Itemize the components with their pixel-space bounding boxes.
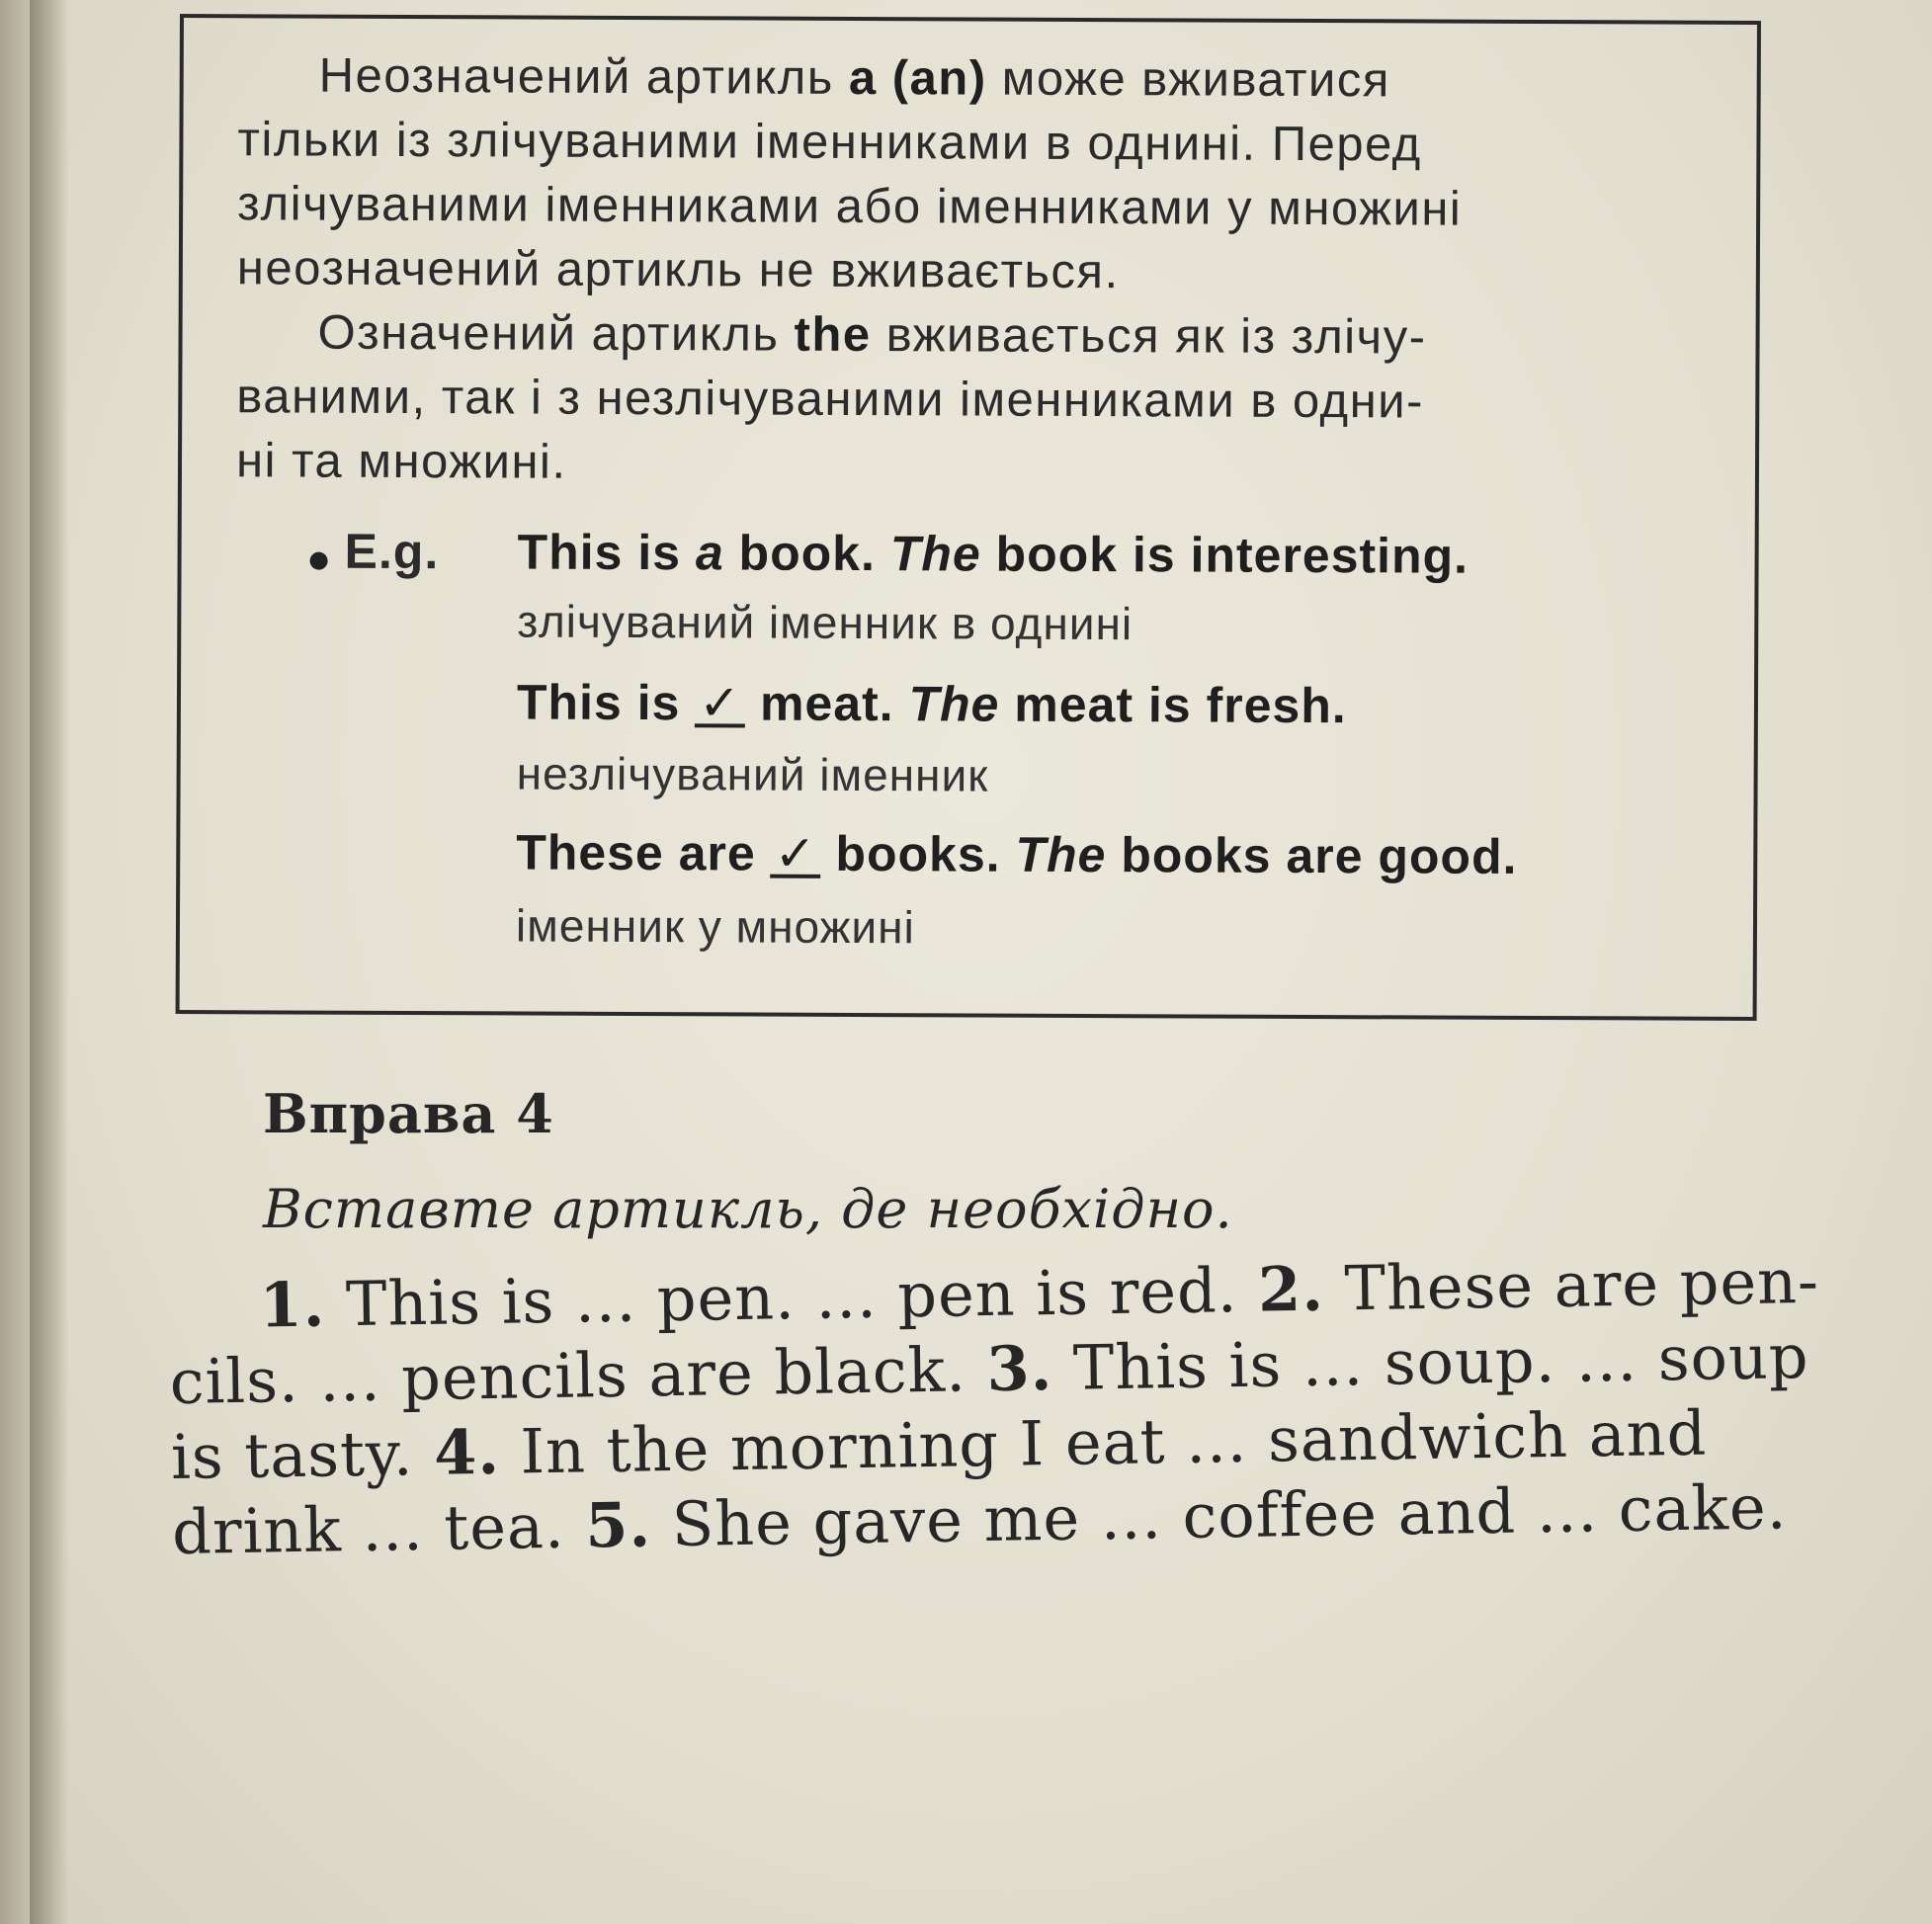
example-text: book is interesting. bbox=[980, 526, 1470, 584]
example-text: meat is fresh. bbox=[999, 676, 1347, 734]
example-text: This is bbox=[516, 674, 696, 731]
example-text: meat. bbox=[745, 675, 909, 732]
exercise-title: Вправа 4 bbox=[263, 1082, 554, 1145]
examples-block bbox=[310, 523, 1694, 954]
item-text: She gave me ... coffee and ... cake. bbox=[650, 1470, 1788, 1561]
example-text: book. bbox=[723, 525, 890, 582]
rule-text: Неозначений артикль bbox=[318, 48, 850, 105]
item-number: 1. bbox=[259, 1268, 326, 1342]
example-sentence-3 bbox=[516, 823, 1517, 884]
rule-line: тільки із злічуваними іменниками в однині. Перед bbox=[237, 113, 1422, 172]
rule-paragraph-indefinite bbox=[237, 43, 1686, 306]
zero-article-check-icon: ✓ bbox=[771, 833, 821, 878]
zero-article-check-icon: ✓ bbox=[695, 682, 745, 727]
item-number: 4. bbox=[433, 1415, 501, 1489]
example-label: E.g. bbox=[344, 523, 440, 580]
rule-line bbox=[238, 43, 1686, 114]
rule-text: вживається як із злічу- bbox=[871, 308, 1427, 365]
bullet-dot bbox=[310, 552, 328, 570]
book-page bbox=[30, 0, 1932, 1924]
item-number: 3. bbox=[985, 1331, 1053, 1405]
rule-line bbox=[236, 300, 1684, 371]
rule-line: ні та множині. bbox=[235, 434, 567, 489]
example-note-3: іменник у множині bbox=[515, 899, 915, 954]
example-note-1: злічуваний іменник в однині bbox=[517, 595, 1134, 650]
example-sentence-2 bbox=[517, 673, 1347, 734]
item-text: This is ... soup. ... soup bbox=[1051, 1319, 1810, 1404]
item-text: is tasty. bbox=[170, 1416, 435, 1493]
example-text: This is bbox=[517, 524, 697, 581]
example-sentence-1 bbox=[518, 523, 1470, 584]
grammar-rule-box bbox=[176, 14, 1761, 1021]
example-article: a bbox=[695, 525, 724, 581]
item-number: 5. bbox=[584, 1488, 652, 1562]
item-text: drink ... tea. bbox=[171, 1489, 586, 1568]
example-article: The bbox=[1015, 826, 1107, 883]
item-text: In the morning I eat ... sandwich and bbox=[499, 1396, 1708, 1488]
rule-paragraph-definite bbox=[236, 300, 1685, 499]
article-a-an: a (an) bbox=[848, 50, 987, 106]
example-article: The bbox=[889, 526, 981, 582]
example-note-2: незлічуваний іменник bbox=[516, 747, 989, 801]
exercise-instruction: Вставте артикль, де необхідно. bbox=[263, 1178, 1233, 1240]
rule-line: ваними, так і з незлічуваними іменниками в одни- bbox=[236, 370, 1425, 429]
article-the: the bbox=[794, 307, 872, 363]
item-number: 2. bbox=[1257, 1252, 1325, 1326]
binding-shadow bbox=[30, 0, 69, 1924]
example-text: books. bbox=[820, 825, 1016, 882]
exercise-text bbox=[168, 1244, 1820, 1570]
example-text: books are good. bbox=[1106, 827, 1518, 884]
example-article: The bbox=[908, 676, 1000, 732]
item-text: This is ... pen. ... pen is red. bbox=[324, 1253, 1259, 1341]
rule-line: злічуваними іменниками або іменниками у множині bbox=[237, 177, 1463, 236]
item-text: These are pen- bbox=[1323, 1244, 1820, 1325]
rule-text: може вживатися bbox=[986, 51, 1391, 108]
rule-text: Означений артикль bbox=[317, 305, 795, 362]
item-text: cils. ... pencils are black. bbox=[169, 1333, 988, 1418]
example-text: These are bbox=[516, 824, 771, 881]
rule-line: неозначений артикль не вживається. bbox=[236, 241, 1120, 299]
